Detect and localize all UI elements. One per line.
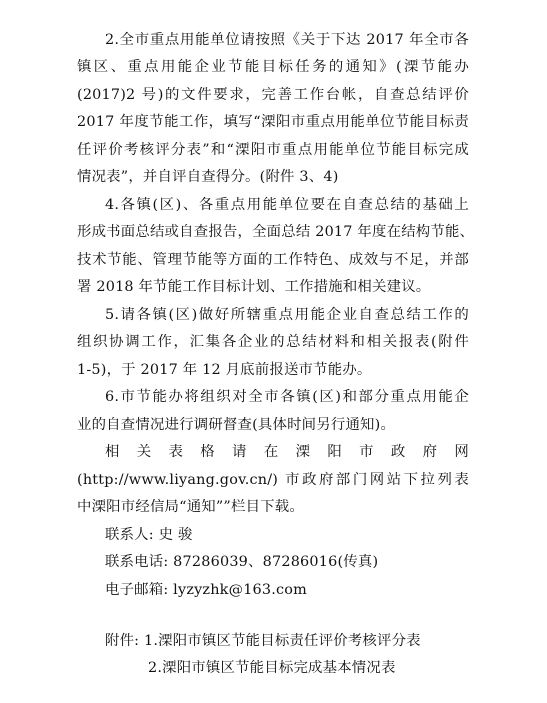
paragraph-5-line-3: 1-5)，于 2017 年 12 月底前报送市节能办。 bbox=[77, 362, 372, 378]
attachment-line-1: 附件: 1.溧阳市镇区节能目标责任评价考核评分表 bbox=[105, 633, 421, 649]
paragraph-2-line-5: 任评价考核评分表”和“溧阳市重点用能单位节能目标完成 bbox=[77, 142, 469, 158]
contact-phone: 联系电话: 87286039、87286016(传真) bbox=[105, 554, 379, 570]
paragraph-2-line-1: 2.全市重点用能单位请按照《关于下达 2017 年全市各 bbox=[105, 32, 469, 48]
paragraph-6-line-2: 业的自查情况进行调研督查(具体时间另行通知)。 bbox=[77, 417, 396, 433]
contact-person: 联系人: 史 骏 bbox=[105, 527, 193, 543]
paragraph-2-line-4: 2017 年度节能工作，填写“溧阳市重点用能单位节能目标责 bbox=[77, 114, 469, 130]
paragraph-5-line-2: 组织协调工作，汇集各企业的总结材料和相关报表(附件 bbox=[77, 334, 469, 350]
paragraph-tables-line-1: 相 关 表 格 请 在 溧 阳 市 政 府 网 bbox=[105, 444, 469, 460]
paragraph-4-line-2: 形成书面总结或自查报告，全面总结 2017 年度在结构节能、 bbox=[77, 224, 475, 240]
paragraph-6-line-1: 6.市节能办将组织对全市各镇(区)和部分重点用能企 bbox=[105, 389, 469, 405]
paragraph-4-line-3: 技术节能、管理节能等方面的工作特色、成效与不足，并部 bbox=[77, 252, 469, 268]
paragraph-2-line-3: (2017)2 号)的文件要求，完善工作台帐，自查总结评价 bbox=[77, 87, 469, 103]
paragraph-2-line-2: 镇区、重点用能企业节能目标任务的通知》(溧节能办 bbox=[77, 59, 469, 75]
paragraph-2-line-6: 情况表”，并自评自查得分。(附件 3、4) bbox=[77, 169, 339, 185]
paragraph-tables-line-3: 中溧阳市经信局“通知””栏目下载。 bbox=[77, 499, 304, 515]
paragraph-4-line-1: 4.各镇(区)、各重点用能单位要在自查总结的基础上 bbox=[105, 197, 469, 213]
contact-email: 电子邮箱: lyzyzhk@163.com bbox=[105, 582, 308, 598]
attachment-line-2: 2.溧阳市镇区节能目标完成基本情况表 bbox=[148, 660, 396, 676]
paragraph-4-line-4: 署 2018 年节能工作目标计划、工作措施和相关建议。 bbox=[77, 279, 431, 295]
paragraph-tables-line-2: (http://www.liyang.gov.cn/) 市政府部门网站下拉列表 bbox=[77, 472, 469, 488]
paragraph-5-line-1: 5.请各镇(区)做好所辖重点用能企业自查总结工作的 bbox=[105, 307, 469, 323]
